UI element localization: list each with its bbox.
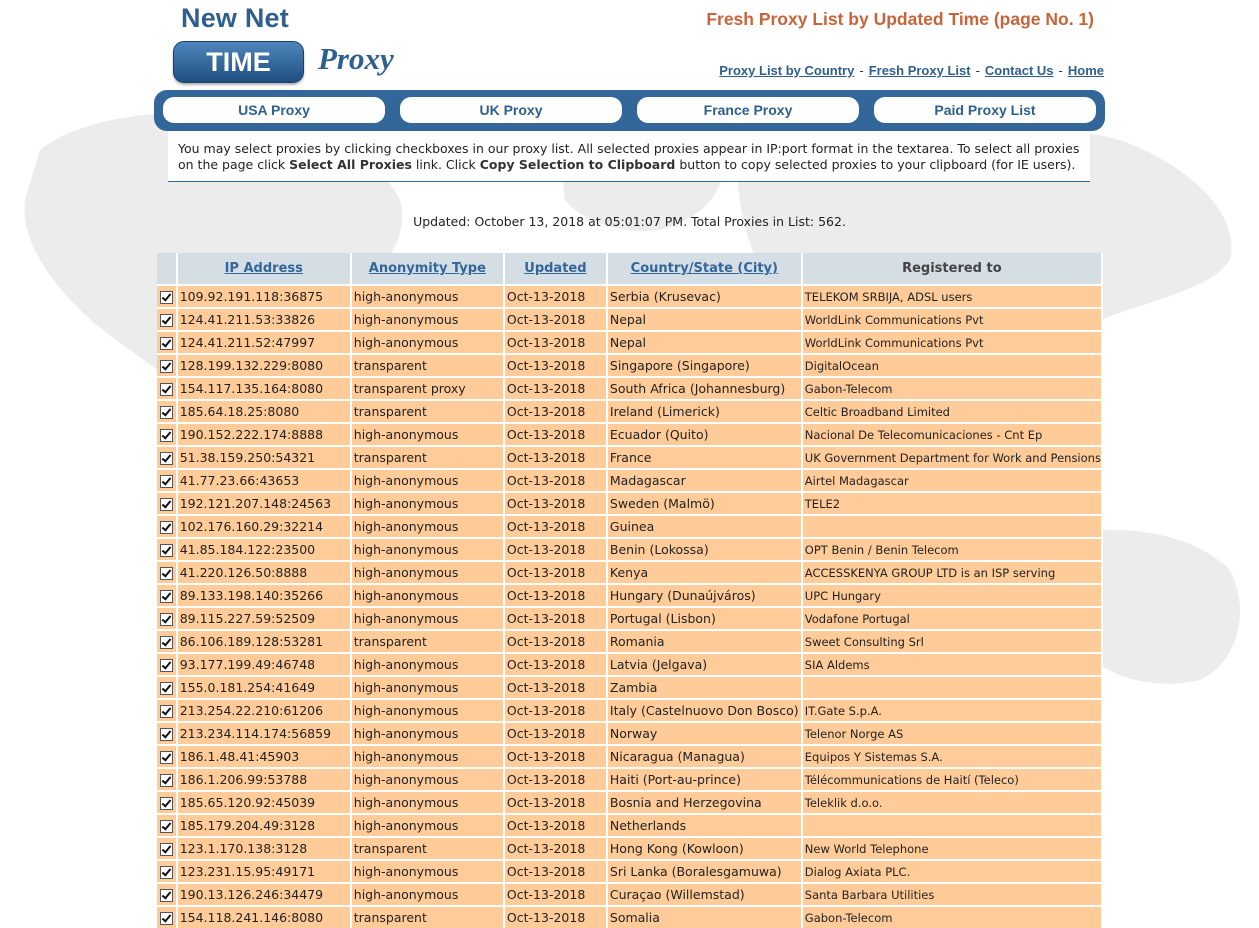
updated-cell: Oct-13-2018	[505, 537, 608, 560]
updated-cell: Oct-13-2018	[505, 652, 608, 675]
ip-address-cell: 124.41.211.52:47997	[178, 330, 352, 353]
ip-address-cell: 186.1.206.99:53788	[178, 767, 352, 790]
intro-text-part: You may select proxies by clicking checkboxes in our proxy list. All selected proxies appear in IP:port format in the textarea. To select all proxies on the page click	[178, 141, 1080, 172]
proxy-checkbox[interactable]	[160, 498, 173, 511]
row-checkbox-cell[interactable]	[157, 882, 178, 905]
ip-address-cell: 89.133.198.140:35266	[178, 583, 352, 606]
table-row[interactable]	[157, 376, 1103, 399]
anonymity-cell: high-anonymous	[352, 606, 505, 629]
link-proxy-by-country[interactable]: Proxy List by Country	[719, 63, 855, 78]
anonymity-cell: high-anonymous	[352, 422, 505, 445]
anonymity-cell: high-anonymous	[352, 744, 505, 767]
registered-to-cell: Santa Barbara Utilities	[803, 882, 1103, 905]
table-body	[157, 284, 1103, 928]
top-links	[719, 63, 1104, 78]
country-cell: Nepal	[608, 307, 803, 330]
select-all-proxies-mention: Select All Proxies	[289, 156, 412, 172]
row-checkbox-cell[interactable]	[157, 560, 178, 583]
updated-cell: Oct-13-2018	[505, 721, 608, 744]
registered-to-cell: Télécommunications de Haití (Teleco)	[803, 767, 1103, 790]
ip-address-cell: 102.176.160.29:32214	[178, 514, 352, 537]
nav-usa-proxy-button[interactable]: USA Proxy	[163, 97, 385, 123]
updated-cell: Oct-13-2018	[505, 376, 608, 399]
ip-address-cell: 41.77.23.66:43653	[178, 468, 352, 491]
registered-to-cell: Airtel Madagascar	[803, 468, 1103, 491]
anonymity-cell: high-anonymous	[352, 698, 505, 721]
registered-to-cell: WorldLink Communications Pvt	[803, 307, 1103, 330]
table-row[interactable]	[157, 445, 1103, 468]
ip-address-cell: 190.13.126.246:34479	[178, 882, 352, 905]
registered-to-cell	[803, 813, 1103, 836]
country-cell: Guinea	[608, 514, 803, 537]
sort-anonymity-link[interactable]: Anonymity Type	[368, 261, 486, 276]
registered-to-cell: Sweet Consulting Srl	[803, 629, 1103, 652]
registered-to-cell: UPC Hungary	[803, 583, 1103, 606]
anonymity-cell: high-anonymous	[352, 491, 505, 514]
proxy-checkbox[interactable]	[160, 429, 173, 442]
table-row[interactable]	[157, 859, 1103, 882]
proxy-checkbox[interactable]	[160, 774, 173, 787]
page-heading: Fresh Proxy List by Updated Time (page No. 1)	[706, 9, 1094, 29]
updated-cell: Oct-13-2018	[505, 767, 608, 790]
link-home[interactable]: Home	[1067, 63, 1104, 78]
proxy-checkbox[interactable]	[160, 613, 173, 626]
proxy-checkbox[interactable]	[160, 544, 173, 557]
table-row[interactable]	[157, 721, 1103, 744]
ip-address-cell: 185.179.204.49:3128	[178, 813, 352, 836]
country-cell: Curaçao (Willemstad)	[608, 882, 803, 905]
country-cell: Somalia	[608, 905, 803, 928]
country-cell: Portugal (Lisbon)	[608, 606, 803, 629]
row-checkbox-cell[interactable]	[157, 652, 178, 675]
updated-cell: Oct-13-2018	[505, 606, 608, 629]
proxy-checkbox[interactable]	[160, 889, 173, 902]
country-cell: Nicaragua (Managua)	[608, 744, 803, 767]
row-checkbox-cell[interactable]	[157, 675, 178, 698]
nav-france-proxy-button[interactable]: France Proxy	[637, 97, 859, 123]
ip-address-cell: 41.220.126.50:8888	[178, 560, 352, 583]
ip-address-cell: 86.106.189.128:53281	[178, 629, 352, 652]
ip-address-cell: 192.121.207.148:24563	[178, 491, 352, 514]
updated-cell: Oct-13-2018	[505, 859, 608, 882]
link-separator: -	[1058, 63, 1063, 78]
intro-panel	[168, 131, 1090, 182]
ip-address-cell: 190.152.222.174:8888	[178, 422, 352, 445]
anonymity-cell: high-anonymous	[352, 284, 505, 307]
ip-address-cell: 186.1.48.41:45903	[178, 744, 352, 767]
ip-address-cell: 155.0.181.254:41649	[178, 675, 352, 698]
proxy-checkbox[interactable]	[160, 383, 173, 396]
row-checkbox-cell[interactable]	[157, 698, 178, 721]
intro-text-part: link. Click	[411, 156, 480, 172]
proxy-checkbox[interactable]	[160, 843, 173, 856]
table-row[interactable]	[157, 813, 1103, 836]
updated-cell: Oct-13-2018	[505, 560, 608, 583]
intro-text-part: button to copy selected proxies to your clipboard (for IE users).	[675, 156, 1076, 172]
row-checkbox-cell[interactable]	[157, 744, 178, 767]
row-checkbox-cell[interactable]	[157, 468, 178, 491]
updated-cell: Oct-13-2018	[505, 330, 608, 353]
row-checkbox-cell[interactable]	[157, 629, 178, 652]
proxy-checkbox[interactable]	[160, 590, 173, 603]
proxy-checkbox[interactable]	[160, 452, 173, 465]
updated-cell: Oct-13-2018	[505, 514, 608, 537]
anonymity-cell: high-anonymous	[352, 652, 505, 675]
ip-address-cell: 51.38.159.250:54321	[178, 445, 352, 468]
proxy-checkbox[interactable]	[160, 636, 173, 649]
registered-to-cell: UK Government Department for Work and Pensions	[803, 445, 1103, 468]
updated-cell: Oct-13-2018	[505, 583, 608, 606]
ip-address-cell: 124.41.211.53:33826	[178, 307, 352, 330]
table-row[interactable]	[157, 652, 1103, 675]
proxy-checkbox[interactable]	[160, 705, 173, 718]
row-checkbox-cell[interactable]	[157, 445, 178, 468]
header-anonymity-type[interactable]	[352, 253, 505, 284]
logo-text-new-net[interactable]: New Net	[181, 3, 289, 33]
row-checkbox-cell[interactable]	[157, 859, 178, 882]
proxy-checkbox[interactable]	[160, 475, 173, 488]
country-cell: South Africa (Johannesburg)	[608, 376, 803, 399]
registered-to-cell: DigitalOcean	[803, 353, 1103, 376]
anonymity-cell: high-anonymous	[352, 767, 505, 790]
anonymity-cell: high-anonymous	[352, 675, 505, 698]
sort-ip-address-link[interactable]: IP Address	[224, 261, 303, 276]
country-cell: Sweden (Malmö)	[608, 491, 803, 514]
registered-to-cell: Celtic Broadband Limited	[803, 399, 1103, 422]
proxy-checkbox[interactable]	[160, 360, 173, 373]
table-row[interactable]	[157, 629, 1103, 652]
table-row[interactable]	[157, 491, 1103, 514]
table-row[interactable]	[157, 882, 1103, 905]
row-checkbox-cell[interactable]	[157, 376, 178, 399]
row-checkbox-cell[interactable]	[157, 721, 178, 744]
anonymity-cell: transparent	[352, 445, 505, 468]
ip-address-cell: 185.65.120.92:45039	[178, 790, 352, 813]
row-checkbox-cell[interactable]	[157, 813, 178, 836]
row-checkbox-cell[interactable]	[157, 790, 178, 813]
country-cell: France	[608, 445, 803, 468]
proxy-checkbox[interactable]	[160, 682, 173, 695]
table-row[interactable]	[157, 422, 1103, 445]
row-checkbox-cell[interactable]	[157, 353, 178, 376]
header-country[interactable]	[608, 253, 803, 284]
table-row[interactable]	[157, 330, 1103, 353]
proxy-checkbox[interactable]	[160, 659, 173, 672]
anonymity-cell: high-anonymous	[352, 813, 505, 836]
table-row[interactable]	[157, 790, 1103, 813]
registered-to-cell: OPT Benin / Benin Telecom	[803, 537, 1103, 560]
link-separator: -	[975, 63, 980, 78]
country-cell: Nepal	[608, 330, 803, 353]
registered-to-cell: SIA Aldems	[803, 652, 1103, 675]
table-header-row	[157, 253, 1103, 284]
updated-cell: Oct-13-2018	[505, 445, 608, 468]
updated-cell: Oct-13-2018	[505, 905, 608, 928]
country-cell: Madagascar	[608, 468, 803, 491]
proxy-checkbox[interactable]	[160, 820, 173, 833]
proxy-checkbox[interactable]	[160, 521, 173, 534]
anonymity-cell: high-anonymous	[352, 468, 505, 491]
country-cell: Norway	[608, 721, 803, 744]
country-cell: Hong Kong (Kowloon)	[608, 836, 803, 859]
row-checkbox-cell[interactable]	[157, 422, 178, 445]
ip-address-cell: 123.1.170.138:3128	[178, 836, 352, 859]
proxy-checkbox[interactable]	[160, 406, 173, 419]
ip-address-cell: 213.234.114.174:56859	[178, 721, 352, 744]
table-row[interactable]	[157, 767, 1103, 790]
row-checkbox-cell[interactable]	[157, 583, 178, 606]
country-cell: Latvia (Jelgava)	[608, 652, 803, 675]
registered-to-cell: New World Telephone	[803, 836, 1103, 859]
ip-address-cell: 89.115.227.59:52509	[178, 606, 352, 629]
registered-to-cell: ACCESSKENYA GROUP LTD is an ISP serving	[803, 560, 1103, 583]
updated-cell: Oct-13-2018	[505, 307, 608, 330]
registered-to-cell	[803, 514, 1103, 537]
table-row[interactable]	[157, 836, 1103, 859]
registered-to-cell: Vodafone Portugal	[803, 606, 1103, 629]
proxy-checkbox[interactable]	[160, 291, 173, 304]
updated-cell: Oct-13-2018	[505, 790, 608, 813]
registered-to-cell: TELE2	[803, 491, 1103, 514]
ip-address-cell: 154.118.241.146:8080	[178, 905, 352, 928]
registered-to-cell: IT.Gate S.p.A.	[803, 698, 1103, 721]
nav-bar	[154, 90, 1105, 131]
registered-to-cell	[803, 675, 1103, 698]
nav-paid-proxy-list-button[interactable]: Paid Proxy List	[874, 97, 1096, 123]
updated-cell: Oct-13-2018	[505, 468, 608, 491]
anonymity-cell: transparent	[352, 629, 505, 652]
header-ip-address[interactable]	[178, 253, 352, 284]
row-checkbox-cell[interactable]	[157, 514, 178, 537]
anonymity-cell: transparent	[352, 836, 505, 859]
country-cell: Ireland (Limerick)	[608, 399, 803, 422]
updated-cell: Oct-13-2018	[505, 675, 608, 698]
country-cell: Singapore (Singapore)	[608, 353, 803, 376]
anonymity-cell: transparent	[352, 905, 505, 928]
table-row[interactable]	[157, 537, 1103, 560]
logo-time-badge[interactable]: TIME	[173, 41, 304, 83]
proxy-checkbox[interactable]	[160, 337, 173, 350]
header-registered-to	[803, 253, 1103, 284]
proxy-table	[157, 253, 1103, 928]
updated-cell: Oct-13-2018	[505, 491, 608, 514]
anonymity-cell: transparent	[352, 399, 505, 422]
ip-address-cell: 213.254.22.210:61206	[178, 698, 352, 721]
sort-country-link[interactable]: Country/State (City)	[630, 261, 778, 276]
country-cell: Ecuador (Quito)	[608, 422, 803, 445]
proxy-checkbox[interactable]	[160, 797, 173, 810]
table-row[interactable]	[157, 353, 1103, 376]
row-checkbox-cell[interactable]	[157, 399, 178, 422]
anonymity-cell: high-anonymous	[352, 790, 505, 813]
anonymity-cell: high-anonymous	[352, 307, 505, 330]
proxy-checkbox[interactable]	[160, 866, 173, 879]
proxy-checkbox[interactable]	[160, 567, 173, 580]
registered-to-cell: TELEKOM SRBIJA, ADSL users	[803, 284, 1103, 307]
anonymity-cell: transparent	[352, 353, 505, 376]
registered-to-cell: Teleklik d.o.o.	[803, 790, 1103, 813]
row-checkbox-cell[interactable]	[157, 330, 178, 353]
row-checkbox-cell[interactable]	[157, 284, 178, 307]
updated-cell: Oct-13-2018	[505, 882, 608, 905]
updated-cell: Oct-13-2018	[505, 698, 608, 721]
updated-cell: Oct-13-2018	[505, 422, 608, 445]
table-row[interactable]	[157, 675, 1103, 698]
ip-address-cell: 185.64.18.25:8080	[178, 399, 352, 422]
country-cell: Zambia	[608, 675, 803, 698]
table-row[interactable]	[157, 583, 1103, 606]
registered-to-cell: WorldLink Communications Pvt	[803, 330, 1103, 353]
country-cell: Benin (Lokossa)	[608, 537, 803, 560]
anonymity-cell: high-anonymous	[352, 537, 505, 560]
logo-proxy-script[interactable]: Proxy	[318, 41, 394, 76]
registered-to-label: Registered to	[902, 261, 1002, 276]
anonymity-cell: transparent proxy	[352, 376, 505, 399]
row-checkbox-cell[interactable]	[157, 836, 178, 859]
nav-uk-proxy-button[interactable]: UK Proxy	[400, 97, 622, 123]
proxy-checkbox[interactable]	[160, 912, 173, 925]
ip-address-cell: 154.117.135.164:8080	[178, 376, 352, 399]
table-row[interactable]	[157, 560, 1103, 583]
anonymity-cell: high-anonymous	[352, 583, 505, 606]
row-checkbox-cell[interactable]	[157, 307, 178, 330]
updated-cell: Oct-13-2018	[505, 284, 608, 307]
ip-address-cell: 128.199.132.229:8080	[178, 353, 352, 376]
updated-cell: Oct-13-2018	[505, 353, 608, 376]
row-checkbox-cell[interactable]	[157, 767, 178, 790]
anonymity-cell: high-anonymous	[352, 721, 505, 744]
proxy-checkbox[interactable]	[160, 314, 173, 327]
ip-address-cell: 123.231.15.95:49171	[178, 859, 352, 882]
country-cell: Serbia (Krusevac)	[608, 284, 803, 307]
table-row[interactable]	[157, 468, 1103, 491]
link-contact-us[interactable]: Contact Us	[984, 63, 1054, 78]
table-row[interactable]	[157, 399, 1103, 422]
updated-cell: Oct-13-2018	[505, 813, 608, 836]
registered-to-cell: Gabon-Telecom	[803, 376, 1103, 399]
table-row[interactable]	[157, 307, 1103, 330]
country-cell: Romania	[608, 629, 803, 652]
registered-to-cell: Dialog Axiata PLC.	[803, 859, 1103, 882]
updated-status: Updated: October 13, 2018 at 05:01:07 PM. Total Proxies in List: 562.	[413, 214, 846, 229]
row-checkbox-cell[interactable]	[157, 491, 178, 514]
anonymity-cell: high-anonymous	[352, 560, 505, 583]
country-cell: Sri Lanka (Boralesgamuwa)	[608, 859, 803, 882]
ip-address-cell: 109.92.191.118:36875	[178, 284, 352, 307]
registered-to-cell: Nacional De Telecomunicaciones - Cnt Ep	[803, 422, 1103, 445]
table-row[interactable]	[157, 606, 1103, 629]
proxy-checkbox[interactable]	[160, 728, 173, 741]
country-cell: Netherlands	[608, 813, 803, 836]
country-cell: Hungary (Dunaújváros)	[608, 583, 803, 606]
updated-cell: Oct-13-2018	[505, 629, 608, 652]
anonymity-cell: high-anonymous	[352, 882, 505, 905]
link-fresh-proxy-list[interactable]: Fresh Proxy List	[868, 63, 971, 78]
row-checkbox-cell[interactable]	[157, 537, 178, 560]
intro-text	[168, 131, 1090, 172]
country-cell: Italy (Castelnuovo Don Bosco)	[608, 698, 803, 721]
header-checkbox-col	[157, 253, 178, 284]
anonymity-cell: high-anonymous	[352, 514, 505, 537]
country-cell: Haiti (Port-au-prince)	[608, 767, 803, 790]
registered-to-cell: Equipos Y Sistemas S.A.	[803, 744, 1103, 767]
copy-selection-mention: Copy Selection to Clipboard	[479, 156, 676, 172]
anonymity-cell: high-anonymous	[352, 859, 505, 882]
table-row[interactable]	[157, 284, 1103, 307]
updated-cell: Oct-13-2018	[505, 836, 608, 859]
registered-to-cell: Gabon-Telecom	[803, 905, 1103, 928]
table-row[interactable]	[157, 514, 1103, 537]
anonymity-cell: high-anonymous	[352, 330, 505, 353]
updated-cell: Oct-13-2018	[505, 744, 608, 767]
sort-updated-link[interactable]: Updated	[524, 261, 587, 276]
proxy-checkbox[interactable]	[160, 751, 173, 764]
table-row[interactable]	[157, 698, 1103, 721]
header-updated[interactable]	[505, 253, 608, 284]
ip-address-cell: 93.177.199.49:46748	[178, 652, 352, 675]
registered-to-cell: Telenor Norge AS	[803, 721, 1103, 744]
country-cell: Kenya	[608, 560, 803, 583]
table-row[interactable]	[157, 744, 1103, 767]
link-separator: -	[859, 63, 864, 78]
country-cell: Bosnia and Herzegovina	[608, 790, 803, 813]
row-checkbox-cell[interactable]	[157, 606, 178, 629]
ip-address-cell: 41.85.184.122:23500	[178, 537, 352, 560]
updated-cell: Oct-13-2018	[505, 399, 608, 422]
